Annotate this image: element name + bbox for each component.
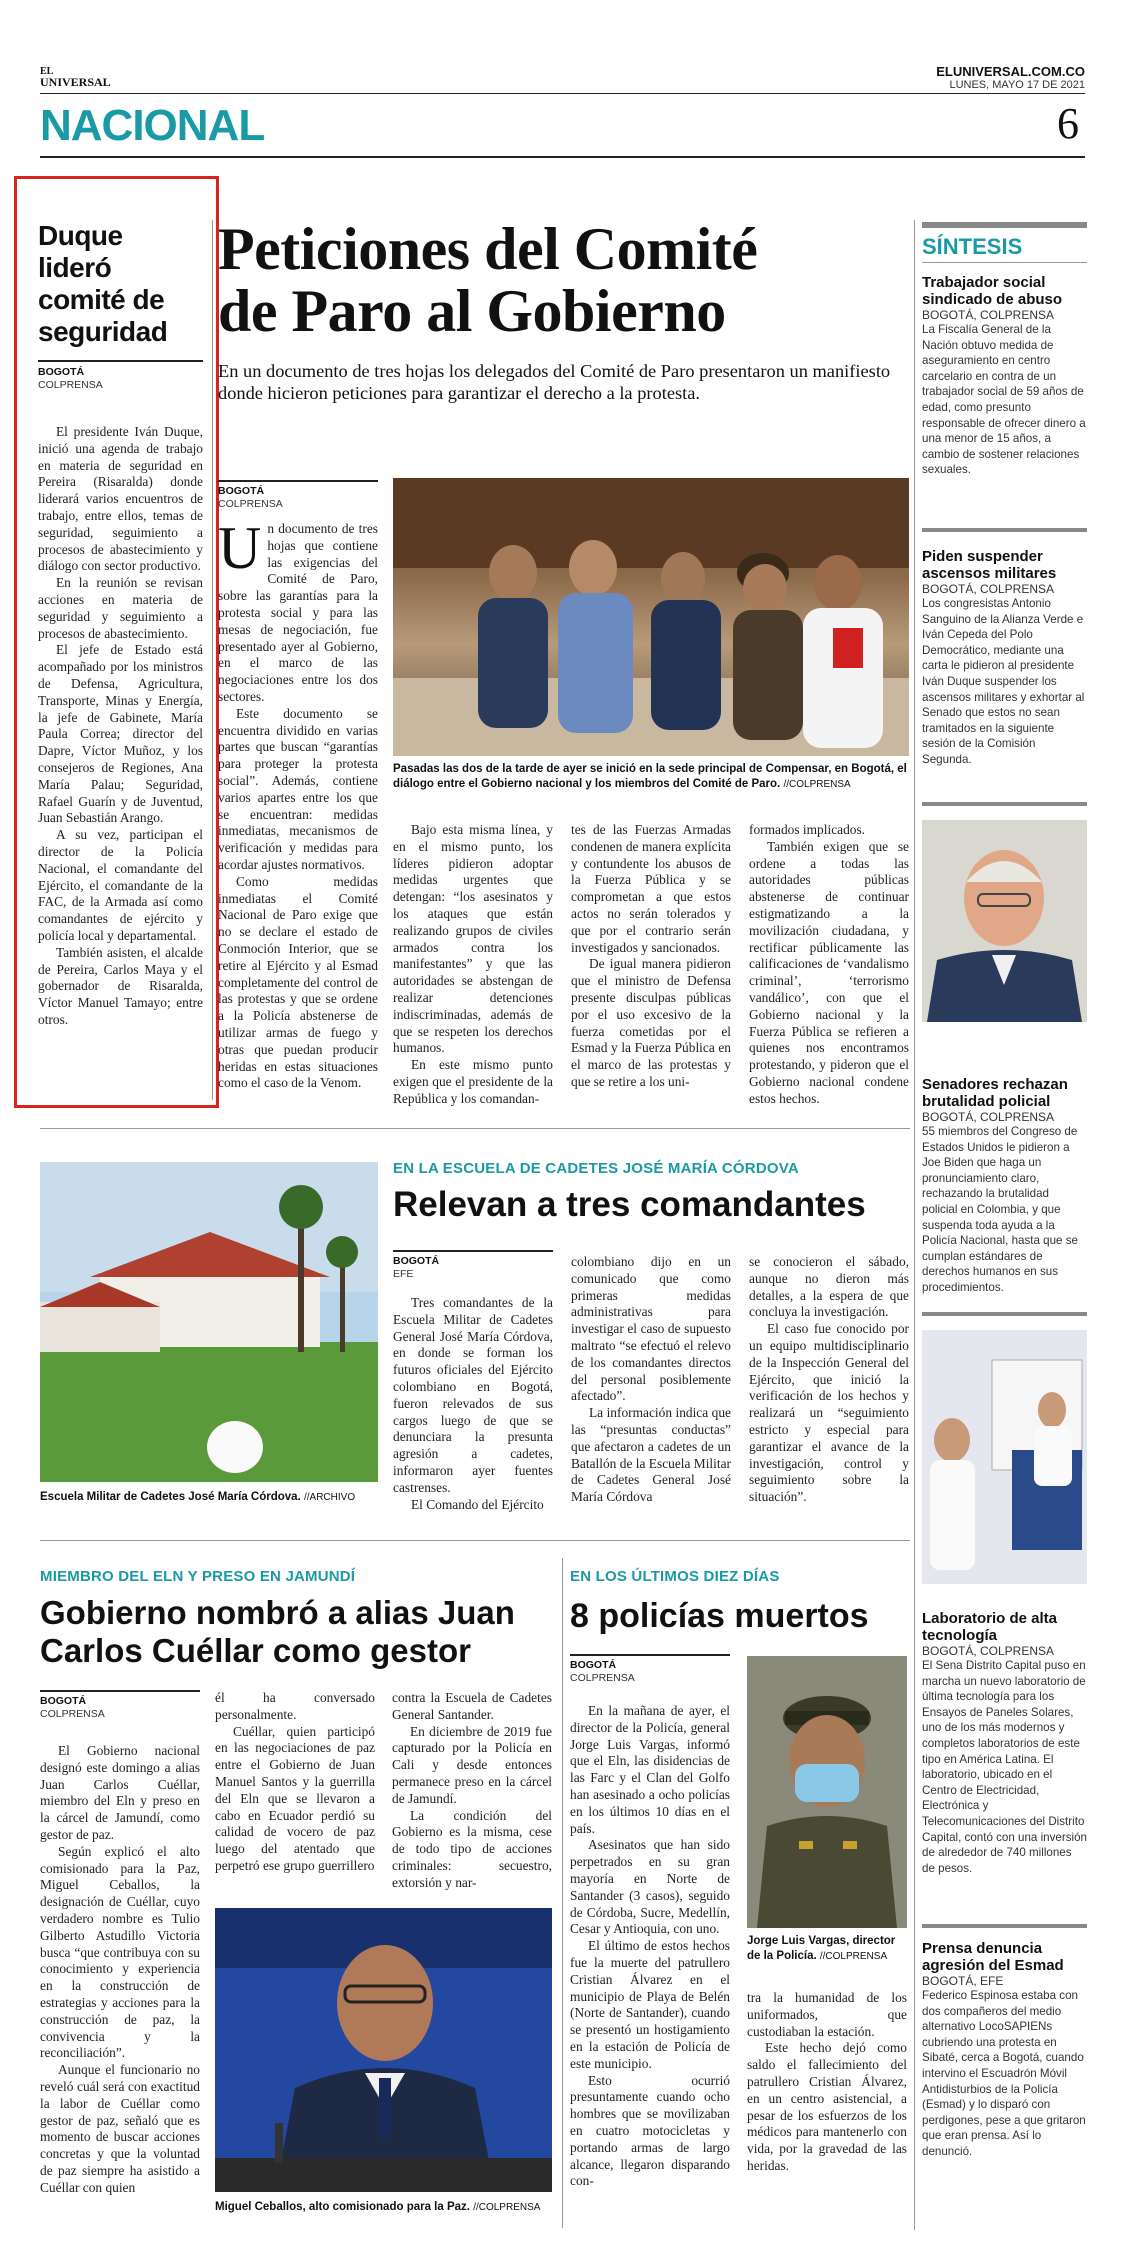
policias-agency: COLPRENSA [570,1672,635,1684]
gestor-col1 [40,1690,200,2197]
main-paragraph: De igual manera pidieron que el ministro de Defensa presente disculpas públicas por el uso excesivo de la fuerza cometidas por el Esmad y la Fuerza Pública en el marco de las protestas y que se retire a los uni- [571,956,731,1089]
cadetes-paragraph: Tres comandantes de la Escuela Militar de Cadetes General José María Córdova, en donde se forman los futuros oficiales del Ejército colombiano en Bogotá, fueron relevados de sus cargos luego de que se denunciara la presunta agresión a cadetes, informaron ayer fuentes castrenses. [393,1295,553,1495]
gestor-kicker: MIEMBRO DEL ELN Y PRESO EN JAMUNDÍ [40,1568,356,1585]
senator-portrait [922,820,1087,1022]
main-headline-line1: Peticiones del Comité [218,216,758,282]
column-divider [562,1558,563,2228]
main-byline [218,485,378,511]
sintesis-item-byline: BOGOTÁ, COLPRENSA [922,582,1055,596]
sintesis-item [922,1610,1087,1876]
main-paragraph: n documento de tres hojas que contiene las exigencias del Comité de Paro, sobre las garantías para la protesta social y para las mesas de negociación, fue presentado ayer al Gobierno, en el marco de las negociaciones entre los dos sectores. [218,521,378,704]
senadores-photo [922,820,1087,1022]
gestor-headline-line1: Gobierno nombró a alias Juan [40,1594,515,1631]
sintesis-item-text: Los congresistas Antonio Sanguino de la Alianza Verde e Iván Cepeda del Polo Democrático, mediante una carta le pidieron al presidente Iván Duque suspender los ascensos militares y exhortar al Senado que estos no sean tramitados en la siguiente sesión de la Comisión Segunda. [922,597,1085,766]
policias-byline [570,1659,730,1685]
policias-paragraph: Esto ocurrió presuntamente cuando ocho hombres que se movilizaban en cuatro motocicletas y portando armas de largo alcance, llegaron disparando con- [570,2072,730,2189]
ceballos-portrait [215,1908,552,2192]
gestor-paragraph: Cuéllar, quien participó en las negociaciones de paz entre el Gobierno de Juan Manuel Santos y la guerrilla del Eln que se llevaron a cabo en Ecuador perdió su calidad de vocero de paz luego del atentado que perpetró ese grupo guerrillero [215,1723,375,1873]
gestor-paragraph: contra la Escuela de Cadetes General Santander. [392,1690,552,1722]
left-story-headline: Duque lideró comité de seguridad [38,220,168,347]
policias-col1 [570,1654,730,2190]
section-rule [40,156,1085,158]
policias-paragraph: Este hecho dejó como saldo el fallecimiento del patrullero Cristian Álvarez, en un centro asistencial, a pesar de los esfuerzos de los médicos para mantenerlo con vida, por la gravedad de las heridas. [747,2040,907,2173]
cadetes-rule [393,1250,553,1252]
gestor-col3 [392,1690,552,1892]
cadetes-paragraph: colombiano dijo en un comunicado que como primeras medidas administrativas para investigar el caso de supuesto maltrato “se efectuó el relevo de los comandantes directos del personal posiblemente afectado”. [571,1254,731,1404]
cadetes-caption-text: Escuela Militar de Cadetes José María Córdova. [40,1491,301,1503]
sintesis-item-text: 55 miembros del Congreso de Estados Unidos le pidieron a Joe Biden que haga un pronunciamiento claro, rechazando la brutalidad policial en Colombia, y que suspenda toda ayuda a la Policía Nacional, hasta que se cumplan estándares de derechos humanos en sus procedimientos. [922,1125,1078,1294]
main-paragraph: formados implicados. [749,822,866,837]
meeting-scene [393,478,909,756]
logo-line2: UNIVERSAL [40,75,111,89]
main-photo [393,478,909,756]
main-col4 [749,822,909,1108]
sintesis-item [922,548,1087,768]
main-photo-caption [393,762,909,792]
left-story-paragraph: También asisten, el alcalde de Pereira, Carlos Maya y el gobernador de Risaralda, Víctor Manuel Tamayo; entre otros. [38,944,203,1027]
main-col1 [218,480,378,1092]
cadetes-col1 [393,1250,553,1513]
cadetes-location: BOGOTÁ [393,1255,440,1267]
sintesis-rule [922,1312,1087,1316]
sintesis-item-byline: BOGOTÁ, COLPRENSA [922,1644,1055,1658]
sintesis-item [922,1940,1087,2160]
gestor-col1-body [40,1743,200,2197]
main-caption-text: Pasadas las dos de la tarde de ayer se inició en la sede principal de Compensar, en Bogotá, el diálogo entre el Gobierno nacional y los miembros del Comité de Paro. [393,763,907,790]
sidebar-divider [914,220,915,2230]
policias-paragraph: tra la humanidad de los uniformados, que custodiaban la estación. [747,1990,907,2039]
gestor-photo-caption [215,2200,555,2216]
left-story-agency: COLPRENSA [38,379,103,391]
main-col2 [393,822,553,1108]
left-story-rule [38,360,203,362]
policias-kicker: EN LOS ÚLTIMOS DIEZ DÍAS [570,1568,780,1585]
logo-line1: EL [40,66,54,77]
left-story-paragraph: El presidente Iván Duque, inició una agenda de trabajo en materia de seguridad en Pereira (Risaralda) donde liderará varios encuentros de trabajo, entre ellos, temas de seguridad, seguimiento a procesos de abastecimiento y diálogo con sector productivo. [38,424,203,574]
sintesis-item-text: Federico Espinosa estaba con dos compañeros del medio alternativo LocoSAPIENs cubriendo una protesta en Sibaté, cerca a Bogotá, cuando intervino el Escuadrón Móvil Antidisturbios de la Policía (Esmad) y lo disparó con perdigones, pese a que gritaron que eran prensa. Así lo denunció. [922,1989,1086,2158]
sintesis-item [922,1076,1087,1296]
left-story [38,220,203,1029]
policias-paragraph: Asesinatos que han sido perpetrados en su gran mayoría en Norte de Santander (3 casos), seguido de Córdoba, Sucre, Medellín, Cesar y Antioquia, con uno. [570,1837,730,1937]
gestor-paragraph: El Gobierno nacional designó este domingo a alias Juan Carlos Cuéllar, miembro del Eln y preso en la cárcel de Jamundí, como gestor de paz. [40,1743,200,1842]
sintesis-title: SÍNTESIS [922,234,1023,259]
sintesis-item-headline: Trabajador social sindicado de abuso [922,274,1063,308]
left-story-byline [38,366,203,392]
sintesis-rule [922,802,1087,806]
masthead-rule [40,93,1085,94]
main-headline [218,218,908,342]
sintesis-item-byline: BOGOTÁ, COLPRENSA [922,1110,1055,1124]
policias-caption-credit: //COLPRENSA [819,1950,888,1962]
main-paragraph: tes de las Fuerzas Armadas condenen de manera explícita y contundente los abusos de la Fuerza Pública y se comprometan a que estos actos no serán tolerados y que por el contrario serán investigados y sancionados. [571,822,731,955]
story-divider [40,1128,910,1129]
page-number: 6 [1057,99,1079,148]
cadetes-photo [40,1162,378,1482]
policias-photo [747,1656,907,1928]
policias-rule [570,1654,730,1656]
main-agency: COLPRENSA [218,498,283,510]
sintesis-item-headline: Prensa denuncia agresión del Esmad [922,1940,1064,1974]
gestor-paragraph: Según explicó el alto comisionado para la Paz, Miguel Ceballos, la designación de Cuéllar, cuyo verdadero nombre es Tulio Gilberto Astudillo Victoria busca “que contribuya con su conocimiento y experiencia en la construcción de estrategias y acciones para la construcción de paz, la convivencia y la reconciliación”. [40,1843,200,2061]
masthead-site: ELUNIVERSAL.COM.CO [936,64,1085,79]
policias-location: BOGOTÁ [570,1659,617,1671]
sintesis-item-headline: Piden suspender ascensos militares [922,548,1057,582]
gestor-rule [40,1690,200,1692]
lab-scene [922,1330,1087,1584]
masthead-date: LUNES, MAYO 17 DE 2021 [949,79,1085,91]
cadetes-byline [393,1255,553,1281]
gestor-paragraph: él ha conversado personalmente. [215,1690,375,1722]
left-story-paragraph: A su vez, participan el director de la Policía Nacional, el comandante del Ejército, el comandante de la FAC, de la Armada así como comandantes de ejército y policía local y departamental. [38,827,203,943]
newspaper-logo [40,66,111,88]
main-headline-line2: de Paro al Gobierno [218,278,726,344]
gestor-location: BOGOTÁ [40,1695,87,1707]
main-paragraph: También exigen que se ordene a todas las autoridades públicas abstenerse de continuar estigmatizando a la movilización ciudadana, y rectificar públicamente las calificaciones de ‘vandalismo criminal’, ‘terrorismo vandálico’, con que el Gobierno nacional y la Fuerza Pública se refieren a quienes nos encontramos protestando, y pideron que el Gobierno nacional condene estos hechos. [749,838,909,1106]
gestor-paragraph: Aunque el funcionario no reveló cuál será con exactitud la labor de Cuéllar como gestor de paz, señaló que es momento de buscar acciones concretas y que la voluntad de paz siempre ha asistido a Cuéllar con quien [40,2062,200,2195]
cadetes-paragraph: se conocieron el sábado, aunque no dieron más detalles, a la espera de que concluya la investigación. [749,1254,909,1320]
gestor-photo [215,1908,552,2192]
cadetes-col1-body [393,1295,553,1513]
gestor-paragraph: En diciembre de 2019 fue capturado por la Policía en Cali y desde entonces permanece preso en la cárcel de Jamundí. [392,1723,552,1806]
main-rule [218,480,378,482]
left-story-paragraph: En la reunión se revisan acciones en materia de seguridad y seguimiento a procesos de abastecimiento. [38,575,203,641]
policias-caption-text: Jorge Luis Vargas, director de la Policía. [747,1935,896,1962]
laboratorio-photo [922,1330,1087,1584]
main-deck: En un documento de tres hojas los delegados del Comité de Paro presentaron un manifiesto donde hicieron peticiones para garantizar el derecho a la protesta. [218,361,891,403]
cadetes-agency: EFE [393,1268,414,1280]
gestor-col2 [215,1690,375,1875]
main-paragraph: Este documento se encuentra dividido en varias partes que buscan “garantías para proteger la protesta social”. Además, contiene varios apartes entre los que se encuentran: medidas inmediatas, mecanismos de verificación y medidas para acordar ajustes normativos. [218,705,378,872]
story-divider [40,1540,910,1541]
gestor-headline [40,1594,560,1670]
left-story-paragraph: El jefe de Estado está acompañado por los ministros de Defensa, Agricultura, Transporte, Minas y Energía, la jefe de Gabinete, María Paula Correa; director del Dapre, Víctor Muñoz, y los consejeros de Regiones, Ana María Palau; Seguridad, Rafael Guarín y de Juventud, Juan Sebastián Arango. [38,642,203,826]
sintesis-top-rule [922,222,1087,228]
policias-col2 [747,1990,907,2175]
cadetes-col3 [749,1254,909,1506]
gestor-agency: COLPRENSA [40,1708,105,1720]
sintesis-item [922,274,1087,478]
dropcap: U [218,521,262,581]
main-caption-credit: //COLPRENSA [783,778,851,790]
academy-scene [40,1162,378,1482]
sintesis-item-byline: BOGOTÁ, EFE [922,1974,1004,1988]
sintesis-rule [922,528,1087,532]
left-story-location: BOGOTÁ [38,366,85,378]
cadetes-caption-credit: //ARCHIVO [303,1492,356,1503]
cadetes-paragraph: El Comando del Ejército [411,1496,544,1512]
main-paragraph: En este mismo punto exigen que el presidente de la República y los comandan- [393,1057,553,1106]
policias-paragraph: En la mañana de ayer, el director de la Policía, general Jorge Luis Vargas, informó que el Eln, las disidencias de las Farc y el Clan del Golfo han asesinado a ocho policías en los últimos 10 días en el país. [570,1703,730,1836]
main-paragraph: Bajo esta misma línea, y en el mismo punto, los líderes pidieron adoptar medidas urgentes que detengan: “los asesinatos y los ataques que están realizando grupos de civiles armados contra los manifestantes” y que las autoridades se abstengan de realizar detenciones indiscriminadas, además de que se respeten los derechos humanos. [393,822,553,1056]
gestor-caption-credit: //COLPRENSA [473,2202,541,2213]
sintesis-item-headline: Laboratorio de alta tecnología [922,1610,1058,1644]
sintesis-item-text: La Fiscalía General de la Nación obtuvo medida de aseguramiento en centro carcelario en contra de un trabajador social de 59 años de edad, como presunto responsable de ofrecer dinero a una menor de 15 años, a cambio de sostener relaciones sexuales. [922,323,1086,477]
gestor-byline [40,1695,200,1721]
policias-paragraph: El último de estos hechos fue la muerte del patrullero Cristian Álvarez en el municipio de Playa de Belén (Norte de Santander), cuando se presentó un hostigamiento en la estación de Policía de este municipio. [570,1938,730,2071]
main-location: BOGOTÁ [218,485,265,497]
main-col1-body [218,521,378,1092]
cadetes-headline: Relevan a tres comandantes [393,1185,866,1224]
sintesis-item-byline: BOGOTÁ, COLPRENSA [922,308,1055,322]
cadetes-col2 [571,1254,731,1506]
main-col3 [571,822,731,1091]
section-title: NACIONAL [40,101,265,150]
cadetes-paragraph: El caso fue conocido por un equipo multidisciplinario de la Inspección General del Ejército, que inició la verificación de los hechos y realizará un “seguimiento estricto y especial para garantizar el avance de la investigación, control y seguimiento sobre la situación”. [749,1321,909,1505]
gestor-headline-line2: Carlos Cuéllar como gestor [40,1632,471,1669]
cadetes-kicker: EN LA ESCUELA DE CADETES JOSÉ MARÍA CÓRDOVA [393,1160,799,1177]
sintesis-item-text: El Sena Distrito Capital puso en marcha un nuevo laboratorio de última tecnología para los Ensayos de Paneles Solares, uno de los más modernos y completos laboratorios de este tipo en América Latina. El laboratorio, ubicado en el Centro de Electricidad, Electrónica y Telecomunicaciones del Distrito Capital, contó con una inversión de alrededor de 740 millones de pesos. [922,1659,1087,1875]
left-story-body [38,424,203,1029]
gestor-paragraph: La condición del Gobierno es la misma, cese de todo tipo de acciones criminales: secuestro, extorsión y nar- [392,1807,552,1890]
sintesis-item-headline: Senadores rechazan brutalidad policial [922,1076,1068,1110]
main-paragraph: Como medidas inmediatas el Comité Nacional de Paro exige que no se declare el estado de Conmoción Interior, que se retire al Ejército y al Esmad completamente del control de las protestas y que se ordene a la Policía abstenerse de utilizar armas de fuego y otras que puedan producir heridas en estas situaciones como el caso de la Venom. [218,873,378,1091]
gestor-caption-text: Miguel Ceballos, alto comisionado para la Paz. [215,2201,470,2213]
column-divider [212,220,213,1100]
sintesis-rule [922,1924,1087,1928]
vargas-portrait [747,1656,907,1928]
cadetes-paragraph: La información indica que las “presuntas conductas” que afectaron a cadetes de un Batallón de la Escuela Militar de Cadetes General José María Córdova [571,1405,731,1505]
sintesis-title-rule [922,262,1087,263]
policias-headline: 8 policías muertos [570,1597,869,1635]
cadetes-photo-caption [40,1490,380,1506]
policias-photo-caption [747,1934,909,1964]
policias-col1-body [570,1703,730,2190]
